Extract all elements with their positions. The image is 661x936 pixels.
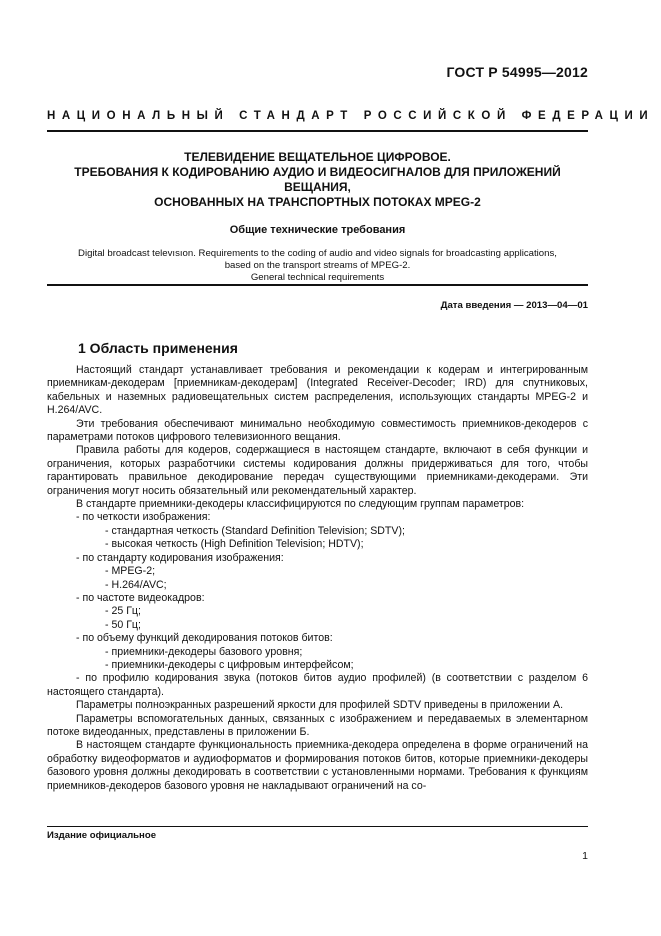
paragraph: Параметры вспомогательных данных, связанных с изображением и передаваемых в элементарном потоке видеоданных, представлены в приложении Б. xyxy=(47,712,588,738)
title-line-1: ТЕЛЕВИДЕНИЕ ВЕЩАТЕЛЬНОЕ ЦИФРОВОЕ. xyxy=(184,150,451,164)
list-item: - по объему функций декодирования потоков битов: xyxy=(76,632,333,645)
english-title-line-1: Digital broadcast televısıon. Requirements to the coding of audio and video signals for broadcasting applications, xyxy=(78,248,557,259)
title-line-3: ОСНОВАННЫХ НА ТРАНСПОРТНЫХ ПОТОКАХ MPEG-2 xyxy=(154,195,481,209)
english-title-line-2: based on the transport streams of MPEG-2. xyxy=(224,260,411,271)
paragraph: В настоящем стандарте функциональность приемника-декодера определена в форме ограничений на обработку видеоформатов и аудиоформатов и формирования потоков битов, которые приемники-декодеры базового уровня должны декодировать в соответствии с установленными нормами. Требования к функциям приемников-декодеров базового уровня не накладывают ограничений на со- xyxy=(47,739,588,792)
list-item: - по профилю кодирования звука (потоков битов аудио профилей) (в соответствии с разделом 6 настоящего стандарта). xyxy=(47,672,588,698)
page-number: 1 xyxy=(582,850,588,862)
list-subitem: - приемники-декодеры с цифровым интерфейсом; xyxy=(105,658,354,671)
list-subitem: - приемники-декодеры базового уровня; xyxy=(105,645,303,658)
title-line-2: ТРЕБОВАНИЯ К КОДИРОВАНИЮ АУДИО И ВИДЕОСИГНАЛОВ ДЛЯ ПРИЛОЖЕНИЙ ВЕЩАНИЯ, xyxy=(74,165,561,194)
list-subitem: - высокая четкость (High Definition Television; HDTV); xyxy=(105,538,364,551)
list-subitem: - MPEG-2; xyxy=(105,565,156,578)
footer-rule xyxy=(47,826,588,827)
list-subitem: - 25 Гц; xyxy=(105,605,141,618)
list-subitem: - H.264/AVC; xyxy=(105,578,167,591)
list-item: - по четкости изображения: xyxy=(76,511,211,524)
list-subitem: - стандартная четкость (Standard Definition Television; SDTV); xyxy=(105,524,405,537)
document-number: ГОСТ Р 54995—2012 xyxy=(446,64,588,80)
english-title xyxy=(47,248,588,284)
national-standard-heading: НАЦИОНАЛЬНЫЙ СТАНДАРТ РОССИЙСКОЙ ФЕДЕРАЦИИ xyxy=(47,110,655,122)
paragraph: В стандарте приемники-декодеры классифицируются по следующим группам параметров: xyxy=(76,498,525,511)
paragraph: Настоящий стандарт устанавливает требования и рекомендации к кодерам и интегрированным приемникам-декодерам [приемникам-декодерам] (Integrated Receiver-Decoder; IRD) для спутниковых, кабельных и наземных радиовещательных систем распределения, использующих стандарты MPEG-2 и H.264/AVC. xyxy=(47,364,588,417)
paragraph: Правила работы для кодеров, содержащиеся в настоящем стандарте, включают в себя функции и ограничения, которых разработчики системы кодирования должны придерживаться для того, чтобы гарантировать правильное декодирование передач существующими приемниками-декодерами. Эти ограничения могут носить обязательный или рекомендательный характер. xyxy=(47,444,588,497)
list-subitem: - 50 Гц; xyxy=(105,618,141,631)
list-item: - по частоте видеокадров: xyxy=(76,591,205,604)
section-body xyxy=(47,364,588,793)
section-heading: 1 Область применения xyxy=(78,340,238,356)
edition-note: Издание официальное xyxy=(47,830,157,841)
title-rule xyxy=(47,284,588,286)
paragraph: Эти требования обеспечивают минимально необходимую совместимость приемников-декодеров с параметрами потоков цифрового телевизионного вещания. xyxy=(47,417,588,444)
paragraph: Параметры полноэкранных разрешений яркости для профилей SDTV приведены в приложении А. xyxy=(76,699,564,712)
list-item: - по стандарту кодирования изображения: xyxy=(76,551,284,564)
title-subtitle: Общие технические требования xyxy=(229,224,406,236)
document-title xyxy=(47,150,588,284)
date-of-introduction: Дата введения — 2013—04—01 xyxy=(440,300,588,311)
header-rule xyxy=(47,130,588,132)
english-title-line-3: General technical requirements xyxy=(250,272,385,283)
